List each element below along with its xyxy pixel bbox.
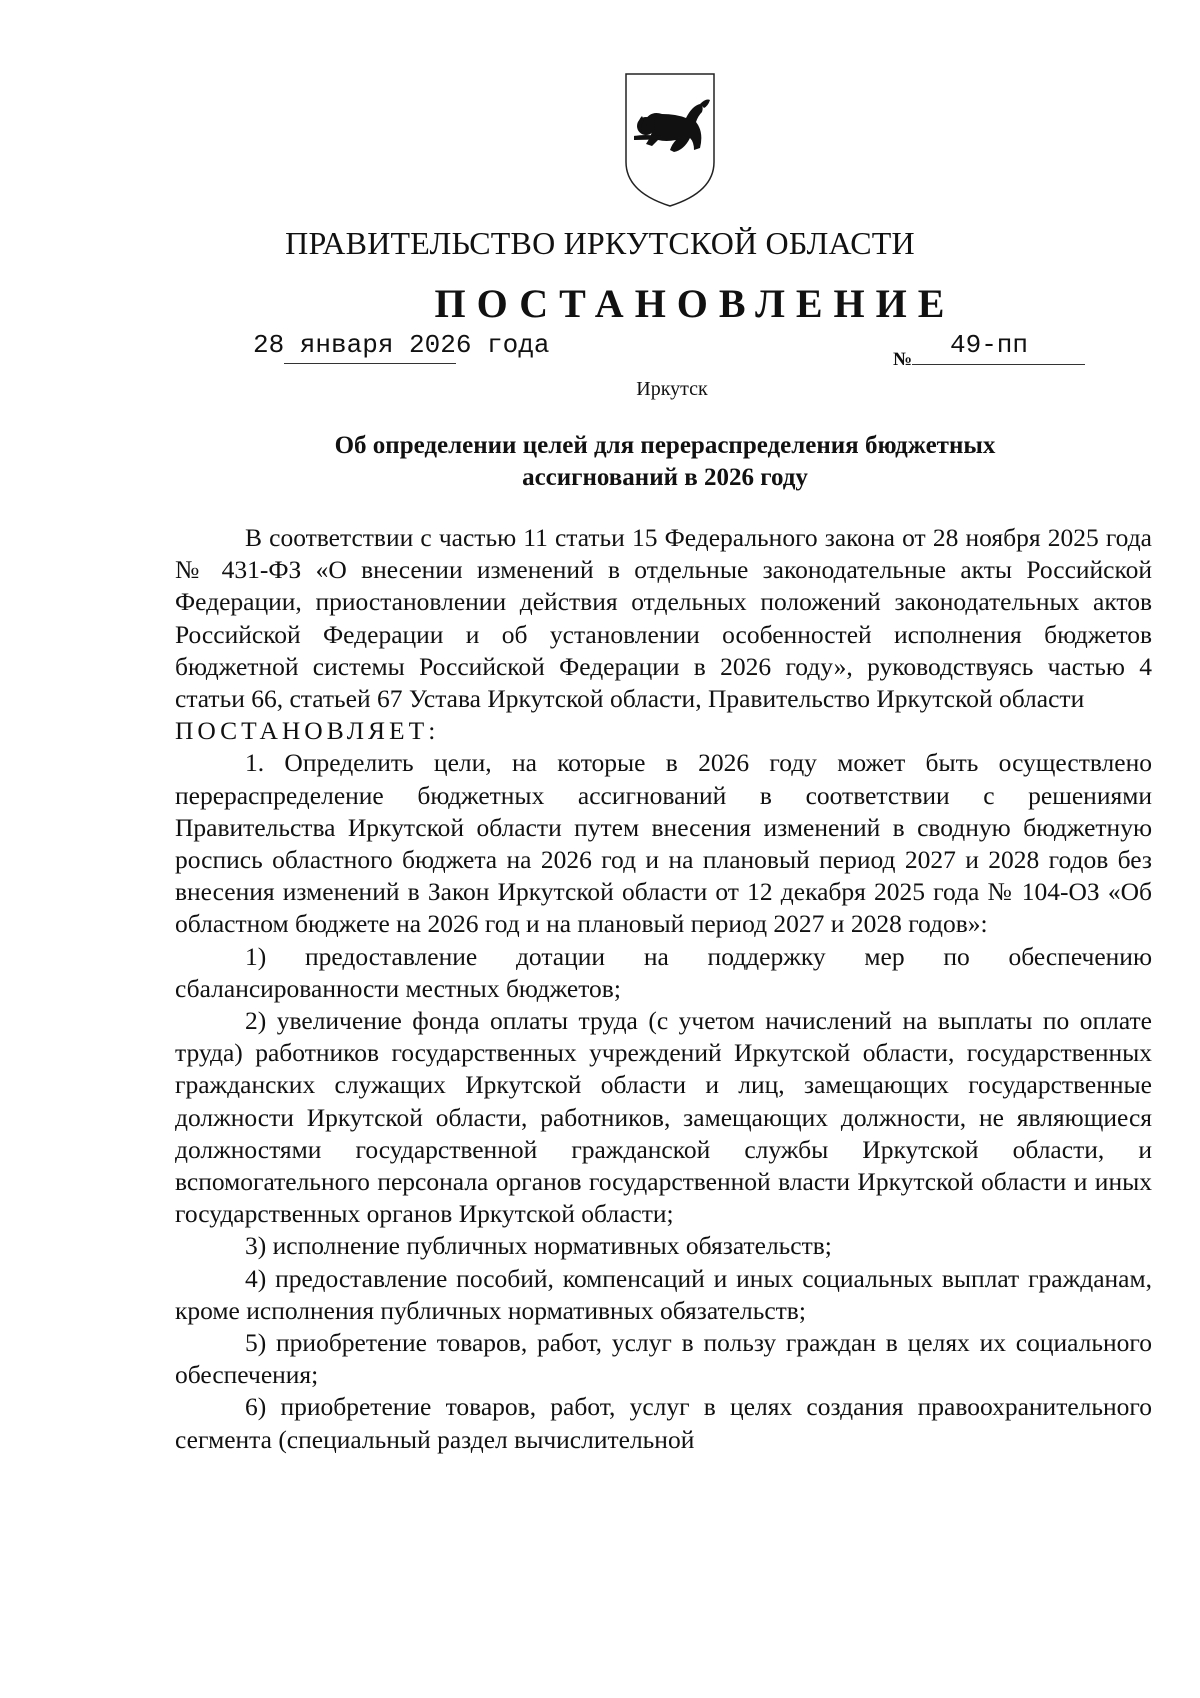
decree-number: 49-пп [950,330,1029,360]
irkutsk-coat-of-arms-icon [620,70,720,210]
number-label: № [893,349,913,370]
title-line-2: ассигнований в 2026 году [522,464,808,491]
preamble-paragraph: В соответствии с частью 11 статьи 15 Федерального закона от 28 ноября 2025 года № 431-ФЗ «О внесении изменений в отдельные законодательные акты Российской Федерации, приостановлении действия отдельных положений законодательных актов Российской Федерации и об установлении особенностей исполнения бюджетов бюджетной системы Российской Федерации в 2026 году», руководствуясь частью 4 статьи 66, статьей 67 Устава Иркутской области, Правительство Иркутской области [175,523,1152,714]
subitem-4-paragraph: 4) предоставление пособий, компенсаций и иных социальных выплат гражданам, кроме исполнения публичных нормативных обязательств; [175,1263,1152,1325]
item-1-paragraph: 1. Определить цели, на которые в 2026 году может быть осуществлено перераспределение бюджетных ассигнований в соответствии с решениями Правительства Иркутской области путем внесения изменений в сводную бюджетную роспись областного бюджета на 2026 год и на плановый период 2027 и 2028 годов без внесения изменений в Закон Иркутской области от 12 декабря 2025 года № 104-ОЗ «Об областном бюджете на 2026 год и на плановый период 2027 и 2028 годов»: [175,748,1152,939]
subitem-6-paragraph: 6) приобретение товаров, работ, услуг в целях создания правоохранительного сегмента (специальный раздел вычислительной [175,1392,1152,1454]
government-name: ПРАВИТЕЛЬСТВО ИРКУТСКОЙ ОБЛАСТИ [285,225,915,261]
subitem-5-paragraph: 5) приобретение товаров, работ, услуг в пользу граждан в целях их социального обеспечения; [175,1328,1152,1390]
date-underline [284,363,456,364]
title-line-1: Об определении целей для перераспределения бюджетных [334,432,996,459]
coat-of-arms-emblem [620,70,720,210]
city-name: Иркутск [636,378,708,400]
number-underline [912,364,1085,365]
resolves-heading: ПОСТАНОВЛЯЕТ: [175,716,440,746]
decree-date: 28 января 2026 года [253,330,550,360]
document-type-heading: ПОСТАНОВЛЕНИЕ [434,281,956,326]
document-title [240,430,1090,494]
subitem-2-paragraph: 2) увеличение фонда оплаты труда (с учетом начислений на выплаты по оплате труда) работников государственных учреждений Иркутской области, государственных гражданских служащих Иркутской области и лиц, замещающих государственные должности Иркутской области, работников, замещающих должности, не являющиеся должностями государственной гражданской службы Иркутской области, и вспомогательного персонала органов государственной власти Иркутской области и иных государственных органов Иркутской области; [175,1006,1152,1229]
subitem-1-paragraph: 1) предоставление дотации на поддержку мер по обеспечению сбалансированности местных бюджетов; [175,941,1152,1003]
subitem-3-paragraph: 3) исполнение публичных нормативных обязательств; [245,1231,832,1261]
document-body [175,522,1152,1456]
